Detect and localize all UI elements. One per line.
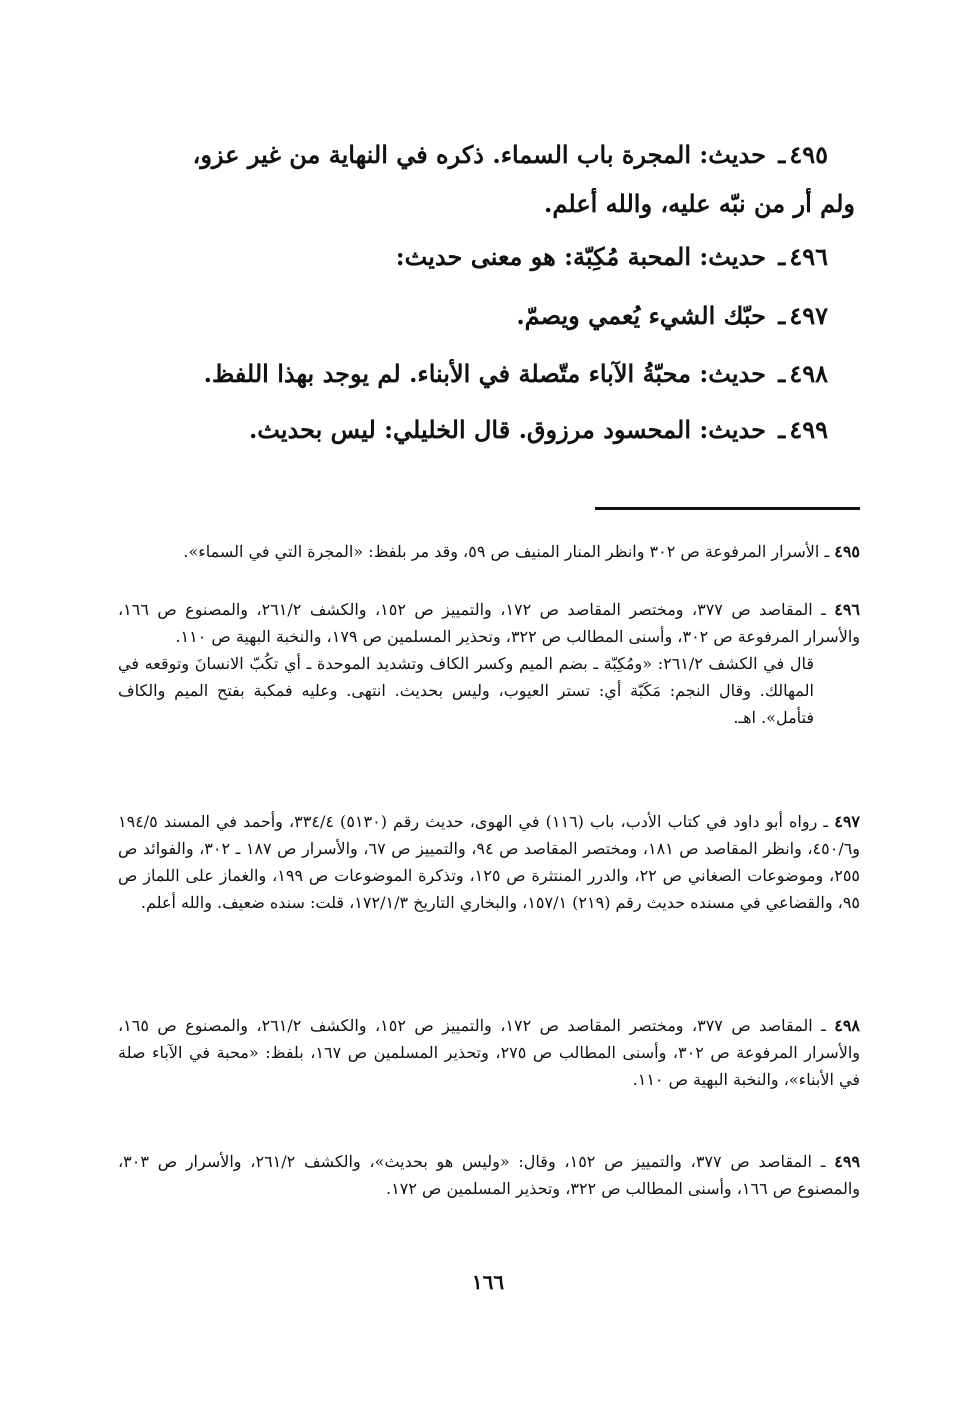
footnote-text: المقاصد ص ٣٧٧، والتمييز ص ١٥٢، وقال: «وليس هو بحديث»، والكشف ٢٦١/٢، والأسرار ص ٣٠٣، والمصنوع ص ١٦٦، وأسنى المطالب ص ٣٢٢، وتحذير المسلمين ص ١٧٢. <box>118 1152 860 1198</box>
footnote-496 <box>118 596 860 731</box>
entry-keyword: حبّك الشيء يُعمي ويصمّ. <box>516 301 766 330</box>
footnote-number: ٤٩٧ <box>834 812 861 831</box>
entry-text: قال الخليلي: ليس بحديث. <box>248 415 511 444</box>
entry-keyword: المحبة مُكِبّة: <box>564 242 692 271</box>
footnote-number: ٤٩٨ <box>834 1016 861 1035</box>
entry-keyword: المحسود مرزوق. <box>518 415 692 444</box>
entry-498 <box>110 354 828 394</box>
entry-495 <box>110 135 828 175</box>
entry-dash: ـ <box>778 140 786 169</box>
entry-dash: ـ <box>778 415 786 444</box>
footnote-text: الأسرار المرفوعة ص ٣٠٢ وانظر المنار المنيف ص ٥٩، وقد مر بلفظ: «المجرة التي في السماء». <box>183 542 820 561</box>
entry-text: ذكره في النهاية من غير عزو، <box>192 140 484 169</box>
entry-keyword: المجرة باب السماء. <box>492 140 692 169</box>
entry-495-continuation: ولم أر من نبّه عليه، والله أعلم. <box>544 189 855 218</box>
entry-label: حديث: <box>699 242 766 271</box>
entry-499 <box>110 410 828 450</box>
footnote-number: ٤٩٥ <box>834 542 860 561</box>
footnote-495 <box>118 538 860 565</box>
footnote-number: ٤٩٩ <box>834 1152 861 1171</box>
entry-496 <box>110 237 828 277</box>
page-number: ١٦٦ <box>471 1270 505 1294</box>
footnote-separator <box>595 507 860 510</box>
footnote-text: رواه أبو داود في كتاب الأدب، باب (١١٦) في الهوى، حديث رقم (٥١٣٠) ٣٣٤/٤، وأحمد في المسند ١٩٤/٥ و٤٥٠/٦، وانظر المقاصد ص ١٨١، ومختصر المقاصد ص ٩٤، والتمييز ص ٦٧، والأسرار ص ١٨٧ ـ ٣٠٢، والفوائد ص ٢٥٥، وموضوعات الصغاني ص ٢٢، والدرر المنتثرة ص ١٢٥، وتذكرة الموضوعات ص ١٩٩، والغماز على اللماز ص ٩٥، والقضاعي في مسنده حديث رقم (٢١٩) ١٥٧/١، والبخاري التاريخ ١٧٢/١/٣، قلت: سنده ضعيف. والله أعلم. <box>118 812 861 912</box>
footnote-dash: ـ <box>823 812 829 831</box>
footnote-498 <box>118 1012 860 1093</box>
footnote-number: ٤٩٦ <box>834 600 861 619</box>
footnote-dash: ـ <box>824 542 830 561</box>
entry-number: ٤٩٩ <box>789 415 828 444</box>
footnote-text: المقاصد ص ٣٧٧، ومختصر المقاصد ص ١٧٢، والتمييز ص ١٥٢، والكشف ٢٦١/٢، والمصنوع ص ١٦٥، والأسرار المرفوعة ص ٣٠٢، وأسنى المطالب ص ٢٧٥، وتحذير المسلمين ص ١٦٧، بلفظ: «محبة في الآباء صلة في الأبناء»، والنخبة البهية ص ١١٠. <box>118 1016 861 1089</box>
entry-label: حديث: <box>699 415 766 444</box>
footnote-dash: ـ <box>821 1016 826 1035</box>
entry-label: حديث: <box>699 359 766 388</box>
footnote-497 <box>118 808 860 916</box>
footnote-499 <box>118 1148 860 1202</box>
entry-keyword: محبّةُ الآباء متّصلة في الأبناء. <box>409 359 692 388</box>
entry-label: حديث: <box>699 140 766 169</box>
entry-dash: ـ <box>778 242 786 271</box>
entry-dash: ـ <box>778 359 786 388</box>
entry-number: ٤٩٨ <box>789 359 828 388</box>
footnote-quote: قال في الكشف ٢٦١/٢: «ومُكِبّة ـ بضم الميم وكسر الكاف وتشديد الموحدة ـ أي تكُبّ الانسانَ وتوقعه في المهالك. وقال النجم: مَكَبّة أي: تستر العيوب، وليس بحديث. انتهى. وعليه فمكبة بفتح الميم والكاف فتأمل». اهـ. <box>118 654 815 727</box>
entry-497 <box>110 296 828 336</box>
entry-text: هو معنى حديث: <box>395 242 556 271</box>
footnote-text: المقاصد ص ٣٧٧، ومختصر المقاصد ص ١٧٢، والتمييز ص ١٥٢، والكشف ٢٦١/٢، والمصنوع ص ١٦٦، والأسرار المرفوعة ص ٣٠٢، وأسنى المطالب ص ٣٢٢، وتحذير المسلمين ص ١٧٩، والنخبة البهية ص ١١٠. <box>118 600 860 646</box>
entry-dash: ـ <box>778 301 786 330</box>
entry-text: لم يوجد بهذا اللفظ. <box>203 359 401 388</box>
footnote-dash: ـ <box>821 600 826 619</box>
entry-number: ٤٩٥ <box>789 140 828 169</box>
entry-number: ٤٩٧ <box>789 301 828 330</box>
footnote-dash: ـ <box>820 1152 826 1171</box>
entry-number: ٤٩٦ <box>789 242 828 271</box>
